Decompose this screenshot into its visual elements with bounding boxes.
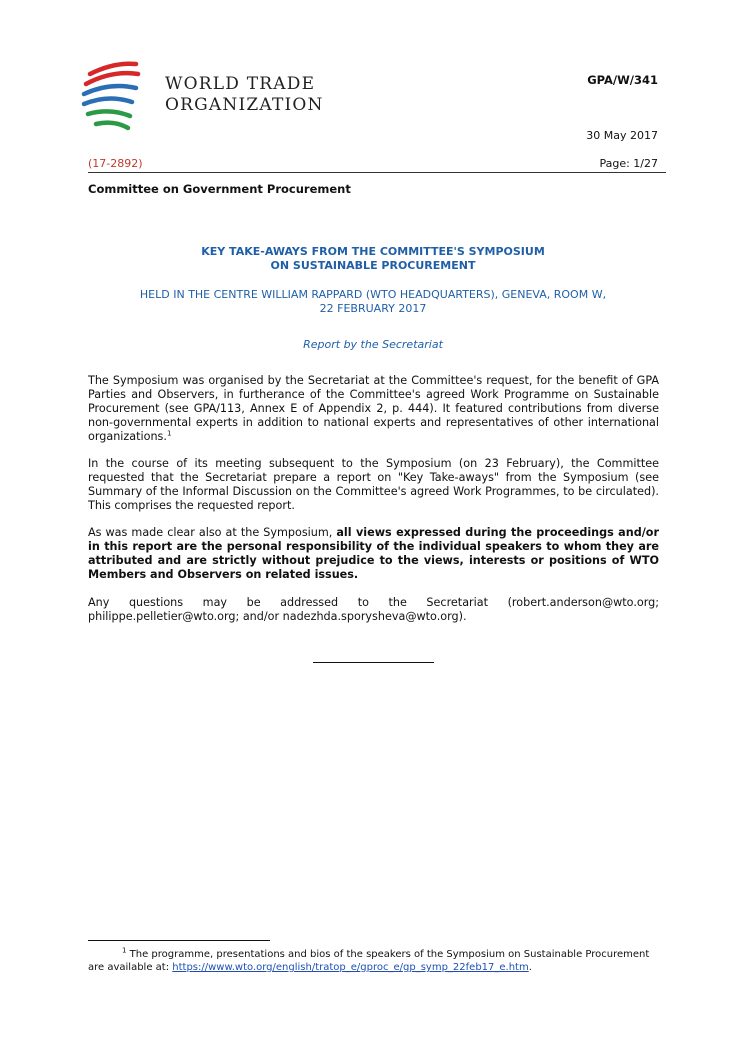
- paragraph-4: Any questions may be addressed to the Secretariat (robert.anderson@wto.org; philippe.pelletier@wto.org; and/or nadezhda.sporysheva@wto.org).: [88, 596, 659, 623]
- footnote-number: 1: [122, 946, 127, 955]
- footnote-end: .: [528, 962, 532, 973]
- paragraph-3-text: As was made clear also at the Symposium,: [88, 526, 337, 539]
- venue-line1: HELD IN THE CENTRE WILLIAM RAPPARD (WTO HEADQUARTERS), GENEVA, ROOM W,: [139, 288, 607, 301]
- document-date: 30 May 2017: [586, 129, 658, 142]
- org-name-line1: WORLD TRADE: [165, 74, 316, 94]
- footnote: [88, 948, 659, 974]
- paragraph-3: [88, 526, 659, 582]
- venue-line2: 22 FEBRUARY 2017: [319, 302, 427, 315]
- footnote-divider: [88, 940, 270, 941]
- end-divider: [313, 662, 434, 663]
- document-reference: (17-2892): [88, 157, 143, 170]
- document-title-line2: ON SUSTAINABLE PROCUREMENT: [270, 259, 476, 272]
- footnote-ref[interactable]: 1: [166, 429, 172, 438]
- document-title-line1: KEY TAKE-AWAYS FROM THE COMMITTEE'S SYMPOSIUM: [201, 245, 545, 258]
- paragraph-2: In the course of its meeting subsequent to the Symposium (on 23 February), the Committee requested that the Secretariat prepare a report on "Key Take-aways" from the Symposium (see Summary of the Informal Discussion on the Committee's agreed Work Programmes, to be circulated). This comprises the requested report.: [88, 457, 659, 512]
- report-by: Report by the Secretariat: [303, 338, 443, 351]
- paragraph-3-bold: all views expressed during the proceedings and/or in this report are the personal responsibility of the individual speakers to whom they are attributed and are strictly without prejudice to the views, interests or positions of WTO Members and Observers on related issues.: [88, 526, 659, 581]
- org-name-line2: ORGANIZATION: [165, 95, 324, 115]
- committee-name: Committee on Government Procurement: [88, 182, 351, 196]
- paragraph-1-text: The Symposium was organised by the Secretariat at the Committee's request, for the benefit of GPA Parties and Observers, in furtherance of the Committee's agreed Work Programme on Sustainable Procurement (see GPA/113, Annex E of Appendix 2, p. 444). It featured contributions from diverse non-governmental experts in addition to national experts and representatives of other international organizations.: [88, 374, 659, 443]
- document-symbol: GPA/W/341: [587, 73, 658, 87]
- wto-logo-icon: [78, 58, 158, 138]
- page-number: Page: 1/27: [599, 157, 658, 170]
- footnote-text: The programme, presentations and bios of the speakers of the Symposium on Sustainable Procurement are available at:: [88, 949, 650, 973]
- paragraph-1: [88, 374, 659, 444]
- header-divider: [88, 172, 666, 173]
- footnote-link[interactable]: https://www.wto.org/english/tratop_e/gproc_e/gp_symp_22feb17_e.htm: [172, 962, 529, 973]
